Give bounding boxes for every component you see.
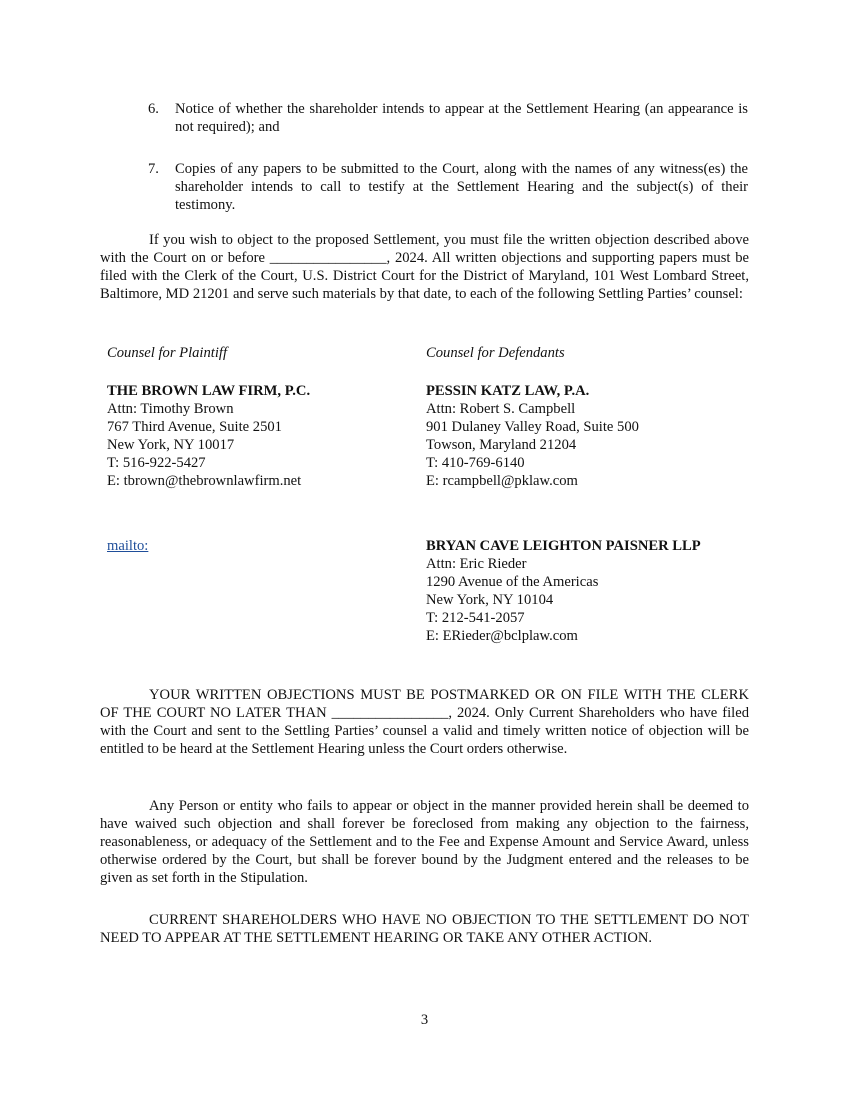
plaintiff-address-2: New York, NY 10017 bbox=[107, 437, 235, 453]
mailto-block bbox=[107, 537, 148, 555]
list-number: 7. bbox=[148, 161, 159, 177]
list-text: Notice of whether the shareholder intends to appear at the Settlement Hearing (an appearance is not required); and bbox=[175, 101, 748, 135]
list-number: 6. bbox=[148, 101, 159, 117]
objection-paragraph-text: If you wish to object to the proposed Settlement, you must file the written objection described above with the Court on or before ________________, 2024. All written objections and supporting papers must be filed with the Clerk of the Court, U.S. District Court for the District of Maryland, 101 West Lombard Street, Baltimore, MD 21201 and serve such materials by that date, to each of the following Settling Parties’ counsel: bbox=[100, 232, 749, 302]
mailto-link[interactable]: mailto: bbox=[107, 538, 149, 554]
page-number: 3 bbox=[420, 1012, 429, 1028]
defendant-address-1: 901 Dulaney Valley Road, Suite 500 bbox=[426, 419, 639, 435]
defendant-address-2: New York, NY 10104 bbox=[426, 592, 554, 608]
plaintiff-counsel-block bbox=[107, 344, 310, 490]
waiver-paragraph bbox=[100, 797, 749, 887]
plaintiff-firm-name: THE BROWN LAW FIRM, P.C. bbox=[107, 383, 311, 399]
plaintiff-phone: T: 516-922-5427 bbox=[107, 455, 206, 471]
plaintiff-attn: Attn: Timothy Brown bbox=[107, 401, 234, 417]
defendant-address-2: Towson, Maryland 21204 bbox=[426, 437, 577, 453]
defendant-address-1: 1290 Avenue of the Americas bbox=[426, 574, 599, 590]
plaintiff-email: E: tbrown@thebrownlawfirm.net bbox=[107, 473, 302, 489]
defendant-phone: T: 212-541-2057 bbox=[426, 610, 525, 626]
defendant-attn: Attn: Robert S. Campbell bbox=[426, 401, 576, 417]
list-item-7 bbox=[148, 160, 748, 214]
no-objection-paragraph-text: CURRENT SHAREHOLDERS WHO HAVE NO OBJECTION TO THE SETTLEMENT DO NOT NEED TO APPEAR AT THE SETTLEMENT HEARING OR TAKE ANY OTHER ACTION. bbox=[100, 912, 749, 946]
defendant-email: E: ERieder@bclplaw.com bbox=[426, 628, 578, 644]
defendant-firm-name: PESSIN KATZ LAW, P.A. bbox=[426, 383, 590, 399]
postmark-paragraph bbox=[100, 686, 749, 758]
list-item-6 bbox=[148, 100, 748, 136]
defendant-phone: T: 410-769-6140 bbox=[426, 455, 525, 471]
plaintiff-address-1: 767 Third Avenue, Suite 2501 bbox=[107, 419, 282, 435]
defendant-counsel-block-2 bbox=[426, 537, 701, 645]
defendant-counsel-heading: Counsel for Defendants bbox=[426, 345, 565, 361]
defendant-counsel-block bbox=[426, 344, 639, 490]
defendant-attn: Attn: Eric Rieder bbox=[426, 556, 527, 572]
objection-paragraph bbox=[100, 231, 749, 303]
list-text: Copies of any papers to be submitted to the Court, along with the names of any witness(es) the shareholder intends to call to testify at the Settlement Hearing and the subject(s) of their testimony. bbox=[175, 161, 748, 213]
defendant-firm-name: BRYAN CAVE LEIGHTON PAISNER LLP bbox=[426, 538, 701, 554]
defendant-email: E: rcampbell@pklaw.com bbox=[426, 473, 578, 489]
no-objection-paragraph bbox=[100, 911, 749, 947]
postmark-paragraph-text: YOUR WRITTEN OBJECTIONS MUST BE POSTMARKED OR ON FILE WITH THE CLERK OF THE COURT NO LATER THAN ________________, 2024. Only Current Shareholders who have filed with the Court and sent to the Settling Parties’ counsel a valid and timely written notice of objection will be entitled to be heard at the Settlement Hearing unless the Court orders otherwise. bbox=[100, 687, 749, 757]
waiver-paragraph-text: Any Person or entity who fails to appear or object in the manner provided herein shall be deemed to have waived such objection and shall forever be foreclosed from making any objection to the fairness, reasonableness, or adequacy of the Settlement and to the Fee and Expense Amount and Service Award, unless otherwise ordered by the Court, but shall be forever bound by the Judgment entered and the releases to be given as set forth in the Stipulation. bbox=[100, 798, 749, 886]
plaintiff-counsel-heading: Counsel for Plaintiff bbox=[107, 345, 227, 361]
